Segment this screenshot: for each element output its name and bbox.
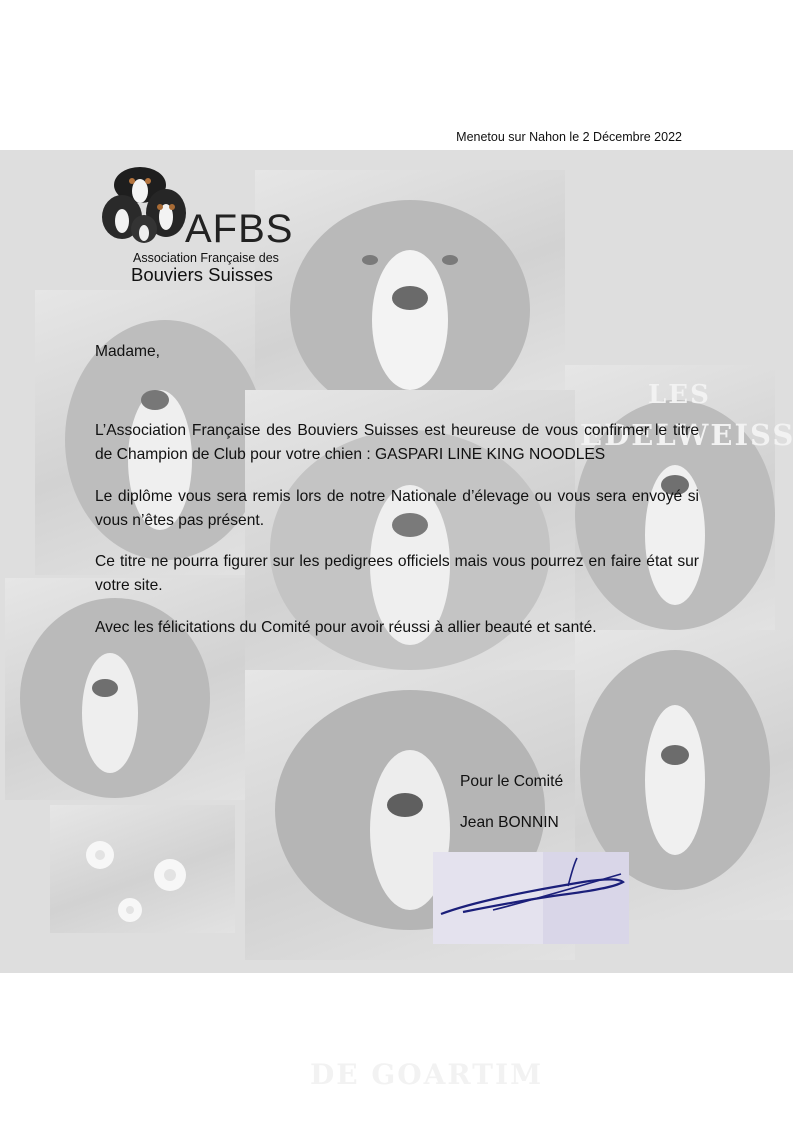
paragraph-confirmation: L’Association Française des Bouviers Suisses est heureuse de vous confirmer le titre de Champion de Club pour votre chien : GASPARI LINE KING NOODLES [95,422,699,463]
signature-label: Pour le Comité [460,773,564,790]
logo-line-1: Association Française des [133,251,279,265]
dog-photo-lower-left [5,578,245,800]
date-line: Menetou sur Nahon le 2 Décembre 2022 [456,130,682,144]
watermark-les: LES [648,380,711,410]
logo-line-2: Bouviers Suisses [131,264,273,285]
salutation: Madame, [95,343,161,360]
watermark-edelweiss: EDELWEISS [580,418,795,452]
handwritten-signature-icon [433,852,629,944]
afbs-logo [100,163,292,285]
paragraph-diploma: Le diplôme vous sera remis lors de notre Nationale d’élevage ou vous sera envoyé si vous n’êtes pas présent. [95,488,699,529]
bernese-dogs-logo-icon [100,163,192,251]
edelweiss-photo [50,805,235,933]
paragraph-pedigree: Ce titre ne pourra figurer sur les pedigrees officiels mais vous pourrez en faire état sur votre site. [95,553,699,594]
logo-acronym: AFBS [185,207,294,251]
signature-stamp [433,852,629,944]
signatory-name: Jean BONNIN [460,814,559,831]
paragraph-congratulations: Avec les félicitations du Comité pour avoir réussi à allier beauté et santé. [95,619,597,636]
watermark-de-goartim: DE GOARTIM [310,1058,544,1091]
